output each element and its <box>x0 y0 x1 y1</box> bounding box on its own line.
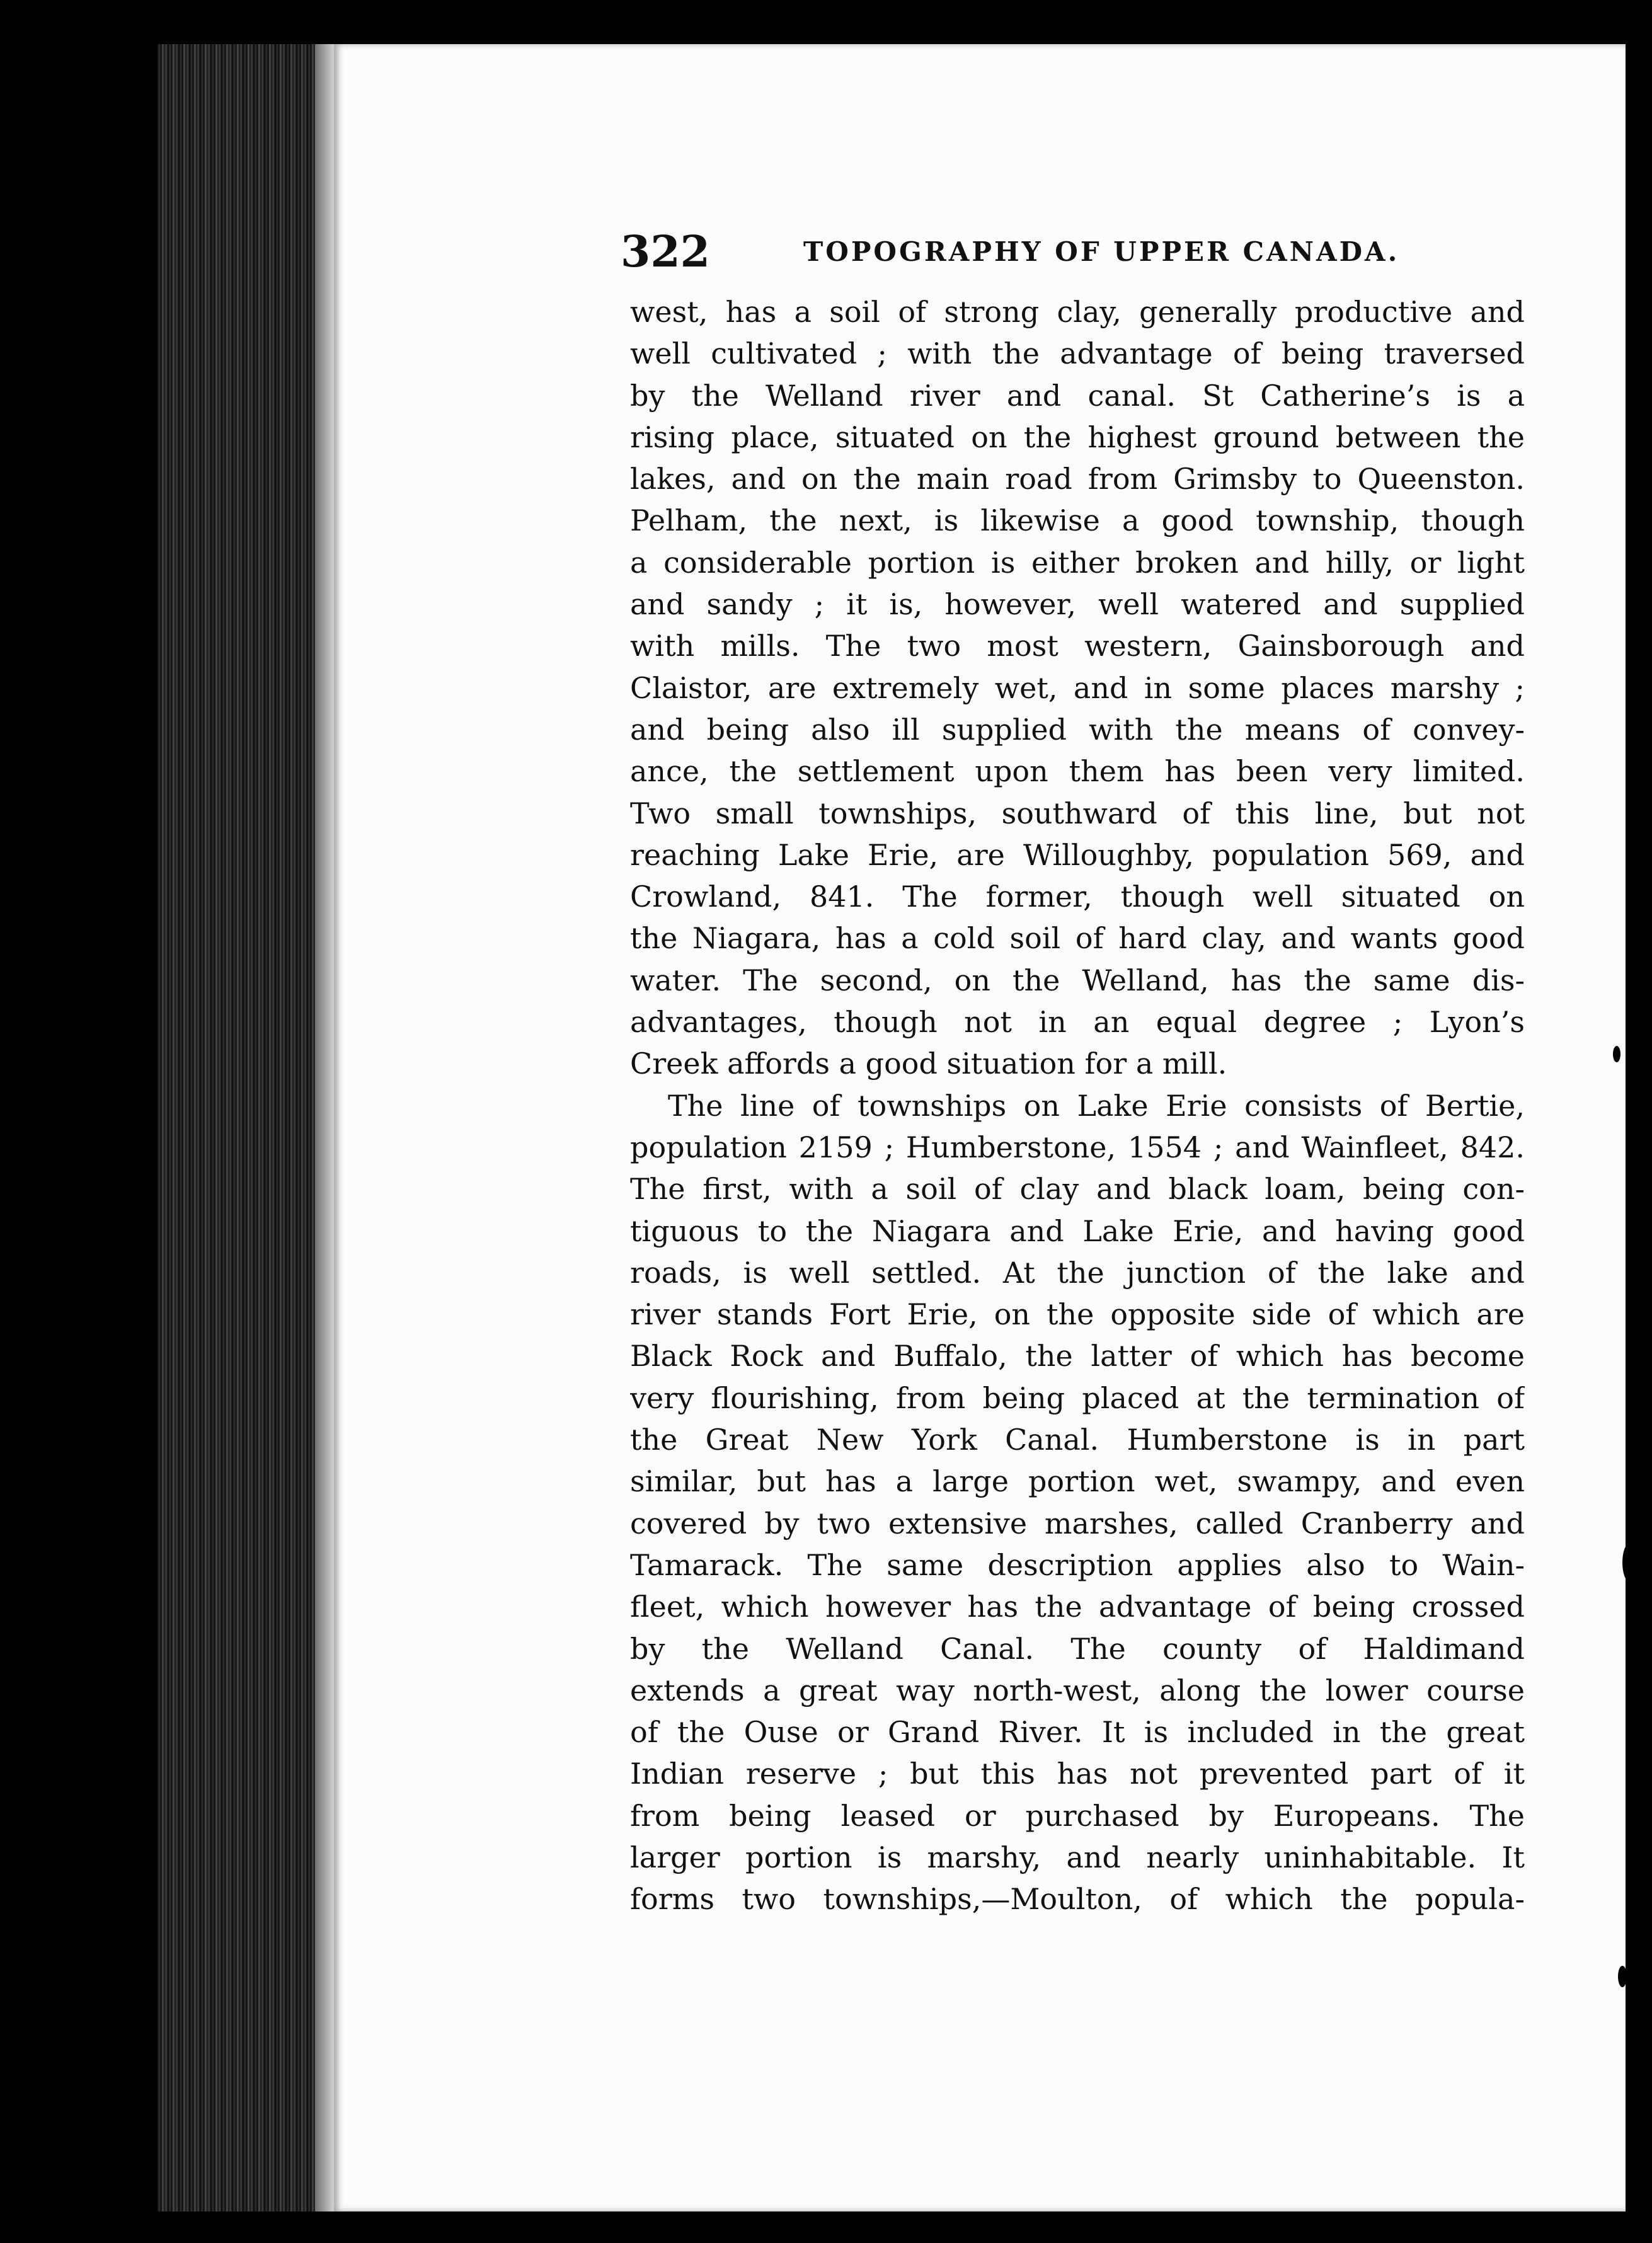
text-line: roads, is well settled. At the junction of the lake and <box>630 1255 1525 1290</box>
text-line: the Niagara, has a cold soil of hard clay, and wants good <box>630 921 1525 956</box>
text-line: river stands Fort Erie, on the opposite side of which are <box>630 1297 1525 1332</box>
text-line: Creek affords a good situation for a mill. <box>630 1047 1227 1081</box>
text-line: similar, but has a large portion wet, swampy, and even <box>630 1464 1525 1499</box>
text-line: by the Welland river and canal. St Catherine’s is a <box>630 378 1525 413</box>
text-line: of the Ouse or Grand River. It is included in the great <box>630 1715 1525 1750</box>
text-line: population 2159 ; Humberstone, 1554 ; and Wainfleet, 842. <box>630 1130 1525 1164</box>
text-line: covered by two extensive marshes, called Cranberry and <box>630 1506 1525 1540</box>
text-line: Claistor, are extremely wet, and in some places marshy ; <box>630 670 1525 705</box>
running-head <box>621 214 1414 290</box>
text-line: very flourishing, from being placed at the termination of <box>630 1380 1525 1415</box>
text-line: advantages, though not in an equal degree ; Lyon’s <box>630 1005 1525 1040</box>
page-edges-gutter <box>158 44 334 2211</box>
text-line: well cultivated ; with the advantage of being traversed <box>630 336 1525 371</box>
text-line: larger portion is marshy, and nearly uninhabitable. It <box>630 1840 1525 1874</box>
body-text <box>630 291 1525 1920</box>
printed-page <box>334 44 1626 2211</box>
text-line: Indian reserve ; but this has not prevented part of it <box>630 1757 1525 1791</box>
text-line: Pelham, the next, is likewise a good township, though <box>630 503 1525 538</box>
text-line: and being also ill supplied with the means of convey- <box>630 712 1525 747</box>
text-line: Tamarack. The same description applies also to Wain- <box>630 1547 1525 1582</box>
text-line: Crowland, 841. The former, though well situated on <box>630 880 1525 914</box>
text-line: forms two townships,—Moulton, of which the popula- <box>630 1882 1525 1917</box>
running-title: TOPOGRAPHY OF UPPER CANADA. <box>803 236 1400 267</box>
text-line: water. The second, on the Welland, has the same dis- <box>630 963 1525 997</box>
text-line: and sandy ; it is, however, well watered and supplied <box>630 587 1525 622</box>
text-line: fleet, which however has the advantage of being crossed <box>630 1590 1525 1624</box>
text-line: by the Welland Canal. The county of Haldimand <box>630 1631 1525 1666</box>
scan-speck <box>1618 1966 1627 1987</box>
text-line: tiguous to the Niagara and Lake Erie, and having good <box>630 1213 1525 1248</box>
text-line: with mills. The two most western, Gainsborough and <box>630 629 1525 663</box>
text-line: lakes, and on the main road from Grimsby to Queenston. <box>630 462 1525 496</box>
text-line: west, has a soil of strong clay, generally productive and <box>630 295 1525 329</box>
text-line: Two small townships, southward of this line, but not <box>630 796 1525 830</box>
text-line: from being leased or purchased by Europeans. The <box>630 1798 1525 1833</box>
scan-speck <box>1629 498 1639 517</box>
text-line: extends a great way north-west, along the lower course <box>630 1673 1525 1707</box>
text-line: Black Rock and Buffalo, the latter of which has become <box>630 1339 1525 1374</box>
page-number: 322 <box>621 227 710 277</box>
scan-speck <box>1613 1046 1620 1062</box>
paragraph-first-line: The line of townships on Lake Erie consists of Bertie, <box>668 1088 1525 1123</box>
text-line: a considerable portion is either broken and hilly, or light <box>630 545 1525 580</box>
text-line: reaching Lake Erie, are Willoughby, population 569, and <box>630 837 1525 872</box>
text-line: the Great New York Canal. Humberstone is in part <box>630 1423 1525 1457</box>
scan-speck <box>1622 1544 1636 1581</box>
text-line: The first, with a soil of clay and black loam, being con- <box>630 1172 1525 1207</box>
text-line: rising place, situated on the highest ground between the <box>630 420 1525 454</box>
text-line: ance, the settlement upon them has been very limited. <box>630 754 1525 789</box>
